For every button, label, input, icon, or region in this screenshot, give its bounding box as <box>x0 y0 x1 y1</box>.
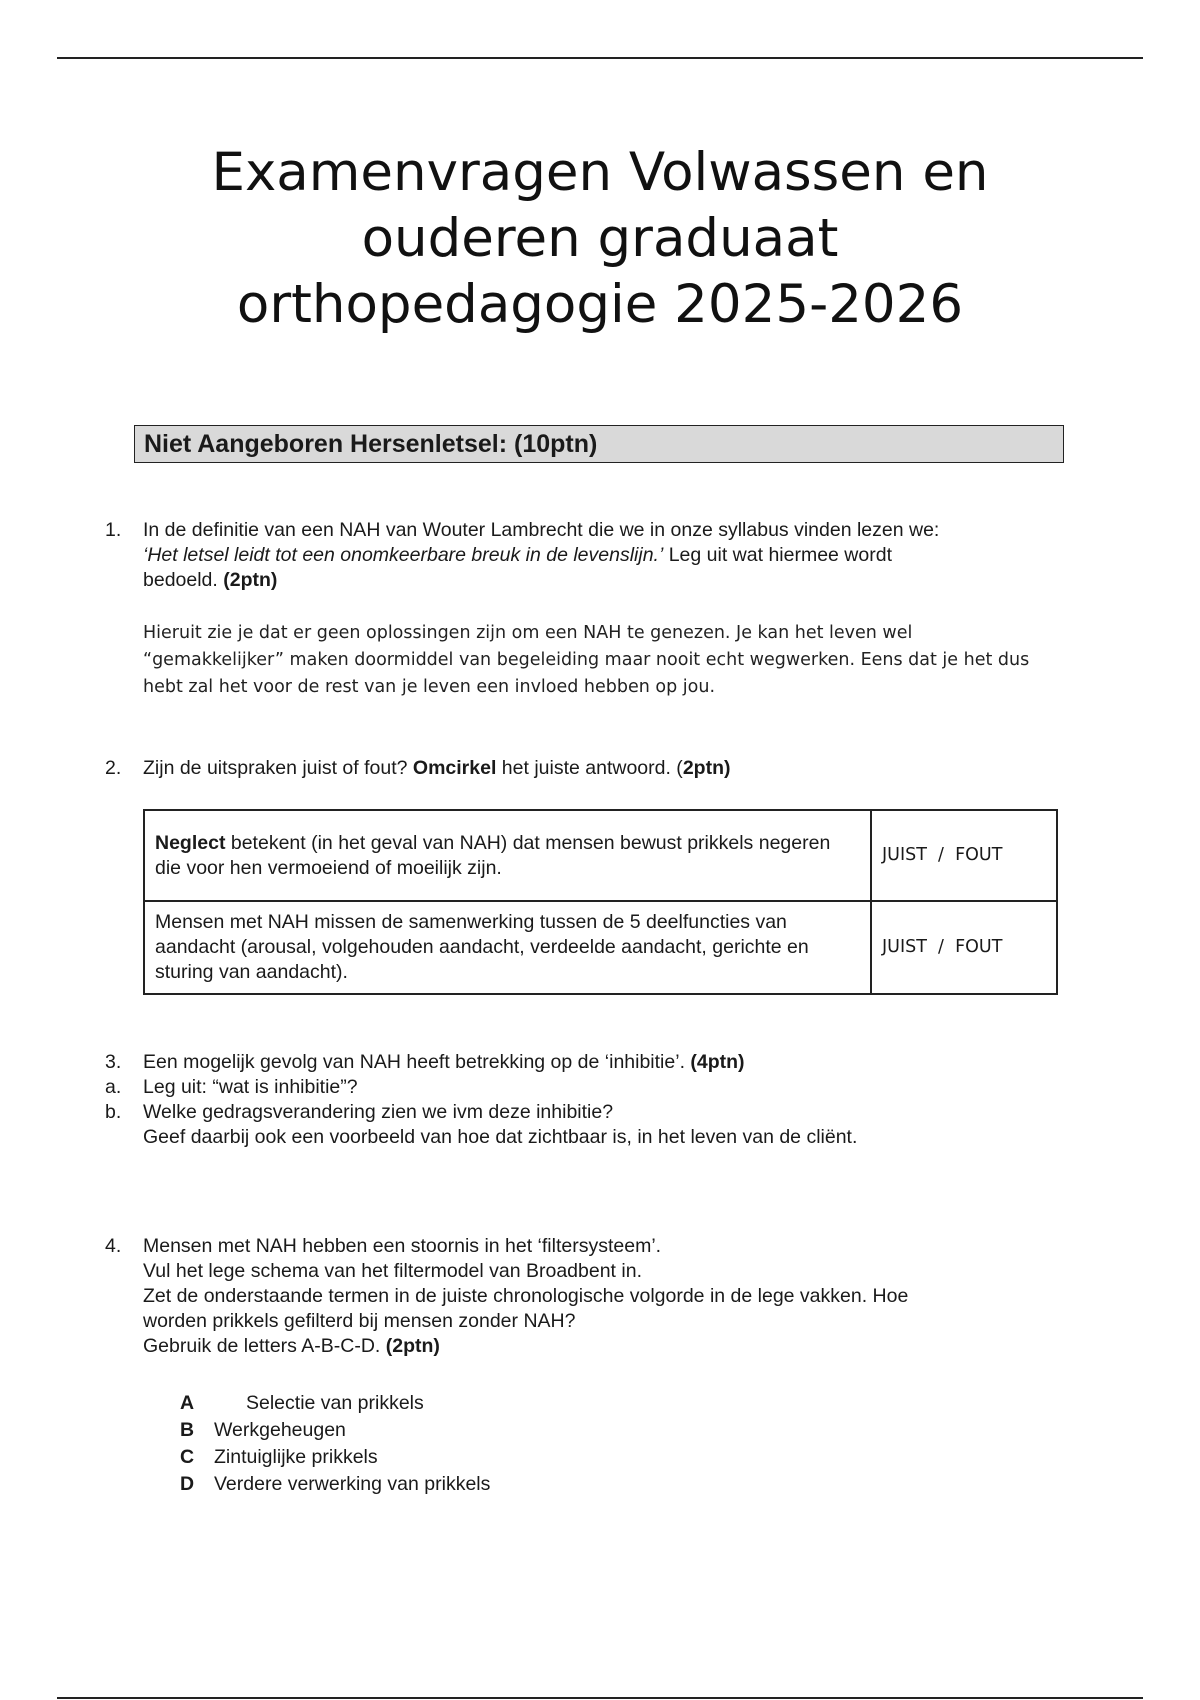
item-letter: B <box>180 1419 195 1441</box>
title-line-3: orthopedagogie 2025-2026 <box>236 274 964 335</box>
question-text-b: het juiste antwoord. ( <box>496 757 683 779</box>
question-number: 4. <box>105 1235 122 1257</box>
list-item <box>180 1471 490 1498</box>
question-text: Mensen met NAH hebben een stoornis in het ‘filtersysteem’. <box>143 1235 662 1257</box>
section-heading: Niet Aangeboren Hersenletsel: (10ptn) <box>134 425 1064 463</box>
question-text-last <box>143 1334 1065 1359</box>
question-text: Vul het lege schema van het filtermodel van Broadbent in. <box>143 1260 642 1282</box>
table-row <box>144 901 1057 994</box>
item-text: Werkgeheugen <box>214 1419 346 1441</box>
question-text-line-3 <box>143 568 1065 593</box>
item-text: Selectie van prikkels <box>246 1392 424 1414</box>
question-1 <box>105 518 1065 593</box>
statement-cell <box>144 901 871 994</box>
true-false-table <box>143 809 1058 995</box>
quote: ‘Het letsel leidt tot een onomkeerbare breuk in de levenslijn.’ <box>143 544 664 566</box>
question-text <box>143 756 1065 781</box>
question-text: In de definitie van een NAH van Wouter Lambrecht die we in onze syllabus vinden lezen we: <box>143 519 940 541</box>
emphasis: Omcirkel <box>412 757 497 779</box>
question-text-rest: Leg uit wat hiermee wordt <box>663 544 892 566</box>
answer-choice[interactable]: JUIST / FOUT <box>871 810 1057 901</box>
answer-line: hebt zal het voor de rest van je leven een invloed hebben op jou. <box>143 677 716 697</box>
answer-choice[interactable]: JUIST / FOUT <box>871 901 1057 994</box>
title-line-1: Examenvragen Volwassen en <box>211 142 989 203</box>
question-4 <box>105 1234 1065 1359</box>
question-number: 3. <box>105 1051 122 1073</box>
question-text <box>143 1050 1065 1075</box>
answer-line: “gemakkelijker” maken doormiddel van begeleiding maar nooit echt wegwerken. Eens dat je het dus <box>143 650 1030 670</box>
title-line-2: ouderen graduaat <box>361 208 839 269</box>
question-2 <box>105 756 1065 781</box>
question-text-end: Gebruik de letters A-B-C-D. <box>143 1335 386 1357</box>
item-letter: D <box>180 1473 195 1495</box>
statement-keyword: Neglect <box>155 831 226 854</box>
item-letter: C <box>180 1446 195 1468</box>
item-letter: A <box>180 1392 195 1414</box>
list-item <box>180 1417 490 1444</box>
question-text-line-2 <box>143 543 1065 568</box>
answer-1 <box>143 620 1073 701</box>
table-row <box>144 810 1057 901</box>
question-text-a: Zijn de uitspraken juist of fout? <box>143 757 413 779</box>
statement-text: betekent (in het geval van NAH) dat mensen bewust prikkels negeren die voor hen vermoeiend of moeilijk zijn. <box>155 831 831 879</box>
bottom-rule <box>57 1697 1143 1699</box>
item-text: Zintuiglijke prikkels <box>214 1446 378 1468</box>
question-text: worden prikkels gefilterd bij mensen zonder NAH? <box>143 1310 576 1332</box>
question-text-main: Een mogelijk gevolg van NAH heeft betrekking op de ‘inhibitie’. <box>143 1051 691 1073</box>
points: (2ptn) <box>385 1335 440 1357</box>
answer-line: Hieruit zie je dat er geen oplossingen zijn om een NAH te genezen. Je kan het leven wel <box>143 623 913 643</box>
points: (2ptn) <box>223 569 278 591</box>
question-text: Zet de onderstaande termen in de juiste chronologische volgorde in de lege vakken. Hoe <box>143 1285 909 1307</box>
subquestion-text: Geef daarbij ook een voorbeeld van hoe dat zichtbaar is, in het leven van de cliënt. <box>143 1126 858 1148</box>
question-number: 1. <box>105 519 122 541</box>
page-title <box>100 140 1100 338</box>
list-item <box>180 1390 490 1417</box>
statement-text: Mensen met NAH missen de samenwerking tussen de 5 deelfuncties van aandacht (arousal, volgehouden aandacht, verdeelde aandacht, gerichte en sturing van aandacht). <box>155 911 809 983</box>
question-number: 2. <box>105 757 122 779</box>
subquestion-label: a. <box>105 1076 122 1098</box>
subquestion-text: Leg uit: “wat is inhibitie”? <box>143 1076 358 1098</box>
points: 2ptn) <box>682 757 731 779</box>
question-text-end: bedoeld. <box>143 569 224 591</box>
item-text: Verdere verwerking van prikkels <box>214 1473 491 1495</box>
statement-cell <box>144 810 871 901</box>
subquestion-text: Welke gedragsverandering zien we ivm deze inhibitie? <box>143 1101 614 1123</box>
question-3 <box>105 1050 1065 1150</box>
top-rule <box>57 57 1143 59</box>
points: (4ptn) <box>690 1051 745 1073</box>
term-list <box>180 1390 490 1498</box>
subquestion-label: b. <box>105 1101 122 1123</box>
list-item <box>180 1444 490 1471</box>
